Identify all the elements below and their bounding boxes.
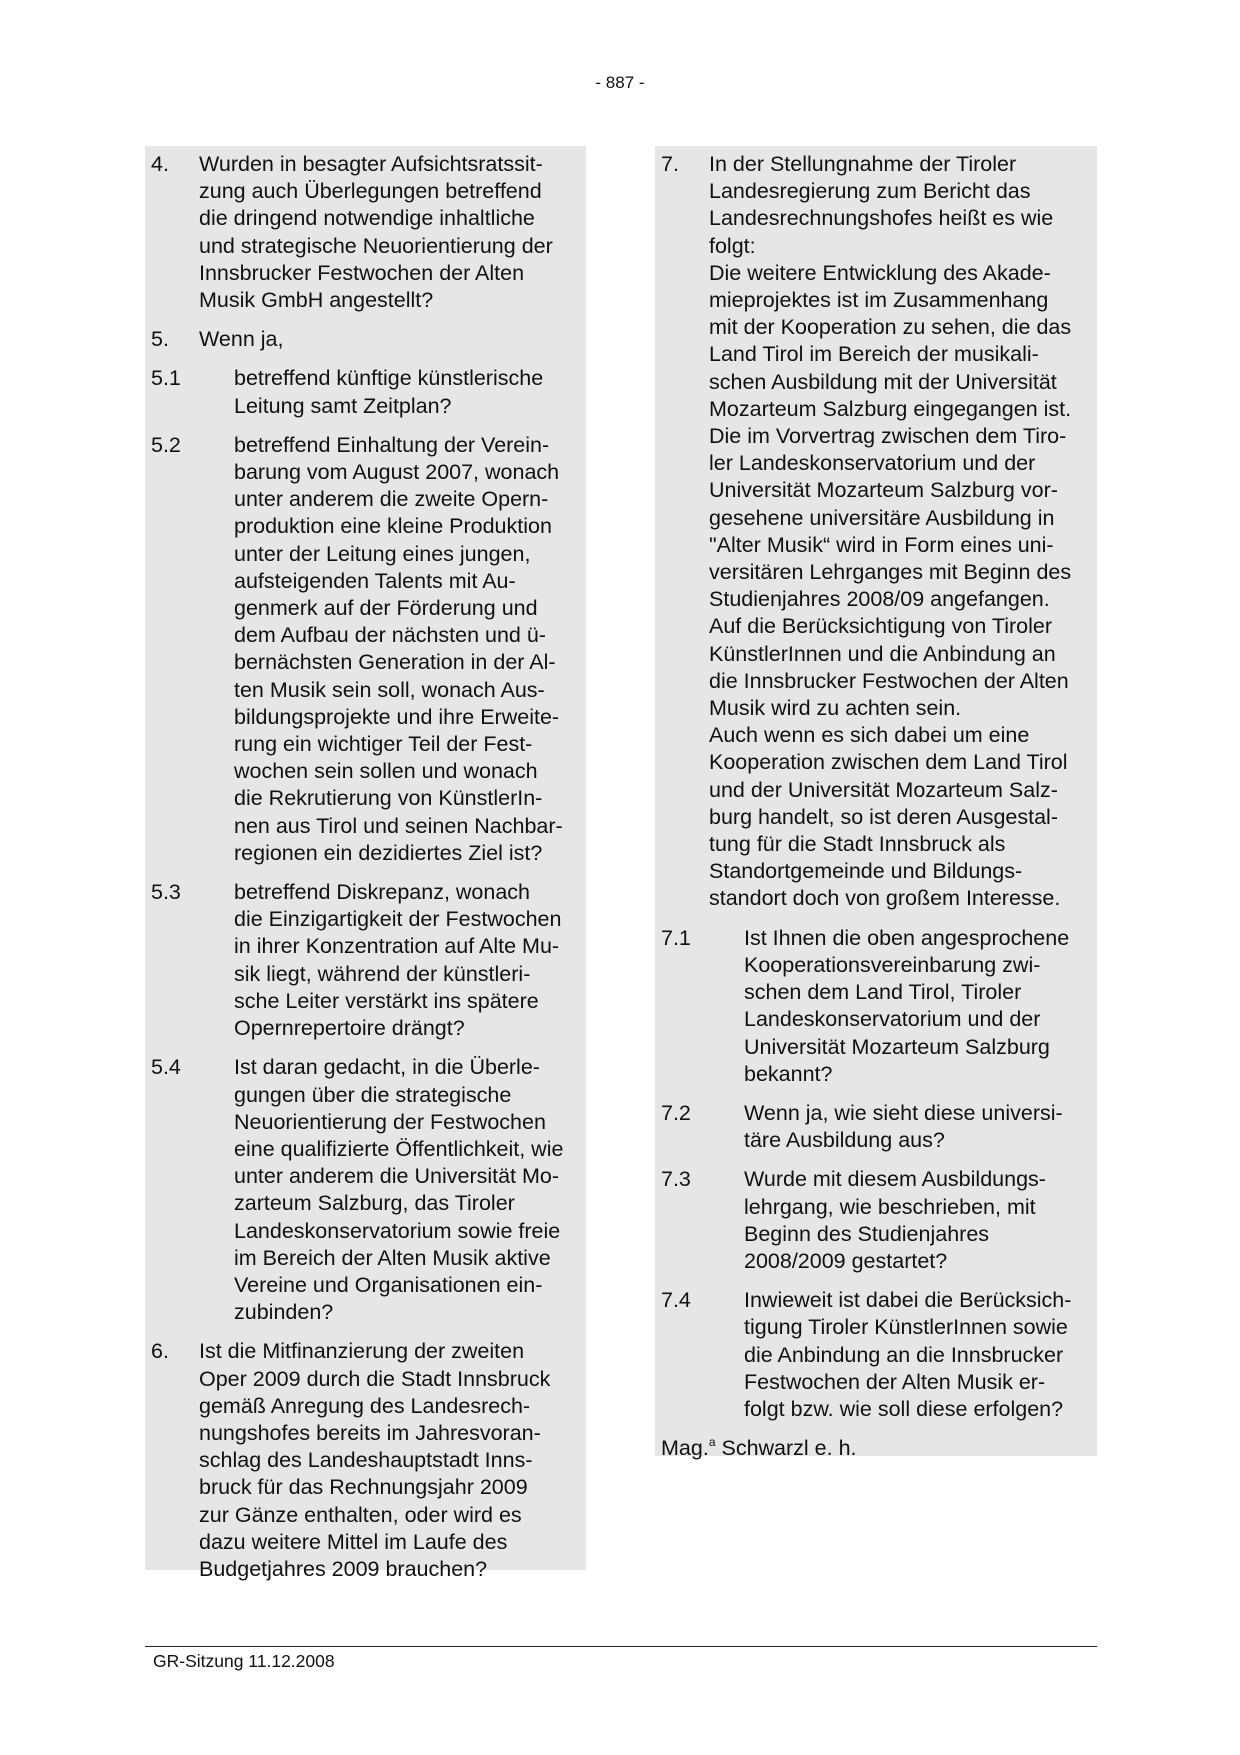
text-line: wochen sein sollen und wonach (234, 759, 538, 784)
right-column (655, 146, 1097, 1461)
text-line: Inwieweit ist dabei die Berücksich- (744, 1288, 1072, 1313)
text-line: Leitung samt Zeitplan? (234, 393, 452, 418)
text-line: Landeskonservatorium und der (744, 1007, 1041, 1032)
text-line: gesehene universitäre Ausbildung in (709, 505, 1055, 530)
text-line: folgt: (709, 233, 756, 258)
text-line: Budgetjahres 2009 brauchen? (199, 1556, 488, 1581)
question-text (709, 151, 1093, 913)
question-item (661, 1166, 1093, 1275)
text-line: eine qualifizierte Öffentlichkeit, wie (234, 1136, 564, 1161)
text-line: In der Stellungnahme der Tiroler (709, 152, 1017, 176)
text-line: in ihrer Konzentration auf Alte Mu- (234, 934, 560, 959)
question-number: 5.4 (151, 1055, 181, 1080)
signature-name: Schwarzl e. h. (715, 1436, 857, 1461)
text-line: Innsbrucker Festwochen der Alten (199, 260, 525, 285)
question-number: 6. (151, 1339, 169, 1364)
text-line: betreffend Einhaltung der Verein- (234, 432, 550, 457)
question-text (744, 1287, 1093, 1423)
text-line: rung ein wichtiger Teil der Fest- (234, 732, 533, 757)
signature-prefix: Mag. (661, 1436, 709, 1461)
text-line: "Alter Musik“ wird in Form eines uni- (709, 532, 1054, 557)
question-number: 5.3 (151, 880, 181, 905)
question-number: 7.4 (661, 1288, 691, 1313)
question-text (744, 1100, 1093, 1154)
text-line: sche Leiter verstärkt ins spätere (234, 988, 539, 1013)
text-line: schlag des Landeshauptstadt Inns- (199, 1448, 533, 1473)
text-line: Wurde mit diesem Ausbildungs- (744, 1167, 1046, 1192)
signature-superscript: a (708, 1435, 716, 1450)
text-line: gemäß Anregung des Landesrech- (199, 1393, 531, 1418)
text-line: Mozarteum Salzburg eingegangen ist. (709, 396, 1072, 421)
text-line: Beginn des Studienjahres (744, 1221, 990, 1246)
text-line: produktion eine kleine Produktion (234, 514, 552, 539)
question-item (661, 925, 1093, 1088)
text-line: Musik wird zu achten sein. (709, 696, 962, 721)
text-line: Standortgemeinde und Bildungs- (709, 859, 1023, 884)
text-line: und strategische Neuorientierung der (199, 233, 553, 258)
text-line: Festwochen der Alten Musik er- (744, 1369, 1046, 1394)
text-line: unter anderem die Universität Mo- (234, 1164, 560, 1189)
text-line: schen Ausbildung mit der Universität (709, 369, 1057, 394)
text-line: Landesregierung zum Bericht das (709, 179, 1031, 204)
signature (661, 1435, 1093, 1462)
question-number: 4. (151, 152, 169, 176)
text-line: nen aus Tirol und seinen Nachbar- (234, 813, 563, 838)
text-line: Wurden in besagter Aufsichtsratssit- (199, 152, 543, 176)
text-line: burg handelt, so ist deren Ausgestal- (709, 804, 1058, 829)
question-text (744, 925, 1093, 1088)
text-line: sik liegt, während der künstleri- (234, 961, 531, 986)
text-line: die dringend notwendige inhaltliche (199, 206, 535, 231)
question-item (661, 1287, 1093, 1423)
question-number: 7.3 (661, 1167, 691, 1192)
right-column-entries (661, 151, 1093, 1423)
text-line: genmerk auf der Förderung und (234, 596, 538, 621)
left-column (145, 146, 586, 1581)
text-line: Kooperationsvereinbarung zwi- (744, 952, 1041, 977)
question-number: 5.2 (151, 432, 181, 457)
question-number: 5. (151, 327, 169, 352)
text-line: bruck für das Rechnungsjahr 2009 (199, 1475, 528, 1500)
text-line: nungshofes bereits im Jahresvoran- (199, 1420, 541, 1445)
question-number: 7. (661, 152, 679, 176)
text-line: Ist daran gedacht, in die Überle- (234, 1055, 540, 1080)
text-line: barung vom August 2007, wonach (234, 460, 560, 485)
question-text (199, 151, 582, 314)
text-line: dem Aufbau der nächsten und ü- (234, 623, 546, 648)
text-line: zur Gänze enthalten, oder wird es (199, 1502, 522, 1527)
text-line: standort doch von großem Interesse. (709, 886, 1061, 911)
question-text (234, 1054, 582, 1326)
question-item (151, 151, 582, 314)
text-line: dazu weitere Mittel im Laufe des (199, 1529, 508, 1554)
text-line: zung auch Überlegungen betreffend (199, 179, 542, 204)
text-line: ten Musik sein soll, wonach Aus- (234, 677, 545, 702)
text-line: täre Ausbildung aus? (744, 1128, 945, 1153)
text-line: Ist Ihnen die oben angesprochene (744, 925, 1070, 950)
question-text (234, 879, 582, 1042)
text-line: die Innsbrucker Festwochen der Alten (709, 668, 1069, 693)
footer-rule (145, 1646, 1097, 1647)
text-line: unter der Leitung eines jungen, (234, 541, 531, 566)
text-line: die Rekrutierung von KünstlerIn- (234, 786, 543, 811)
text-line: 2008/2009 gestartet? (744, 1248, 948, 1273)
text-line: und der Universität Mozarteum Salz- (709, 777, 1058, 802)
text-line: Neuorientierung der Festwochen (234, 1109, 546, 1134)
question-text (199, 326, 582, 353)
text-line: Kooperation zwischen dem Land Tirol (709, 750, 1068, 775)
text-line: betreffend Diskrepanz, wonach (234, 880, 531, 905)
footer-text: GR-Sitzung 11.12.2008 (153, 1651, 335, 1671)
text-line: regionen ein dezidiertes Ziel ist? (234, 840, 543, 865)
text-line: Landeskonservatorium sowie freie (234, 1218, 561, 1243)
question-number: 5.1 (151, 366, 181, 391)
text-line: Vereine und Organisationen ein- (234, 1272, 543, 1297)
text-line: unter anderem die zweite Opern- (234, 487, 549, 512)
text-line: Oper 2009 durch die Stadt Innsbruck (199, 1366, 551, 1391)
text-line: im Bereich der Alten Musik aktive (234, 1245, 551, 1270)
text-line: versitären Lehrganges mit Beginn des (709, 560, 1072, 585)
text-line: zubinden? (234, 1300, 334, 1325)
question-item (151, 1054, 582, 1326)
text-line: zarteum Salzburg, das Tiroler (234, 1191, 515, 1216)
text-line: aufsteigenden Talents mit Au- (234, 568, 516, 593)
text-line: Universität Mozarteum Salzburg vor- (709, 478, 1058, 503)
text-line: die Einzigartigkeit der Festwochen (234, 907, 562, 932)
text-line: gungen über die strategische (234, 1082, 512, 1107)
text-line: mit der Kooperation zu sehen, die das (709, 315, 1072, 340)
question-item (151, 879, 582, 1042)
question-item (661, 151, 1093, 913)
text-line: tigung Tiroler KünstlerInnen sowie (744, 1315, 1068, 1340)
text-line: ler Landeskonservatorium und der (709, 451, 1036, 476)
question-text (199, 1338, 582, 1583)
question-text (744, 1166, 1093, 1275)
text-line: Musik GmbH angestellt? (199, 288, 434, 313)
text-line: bekannt? (744, 1061, 833, 1086)
text-line: Die weitere Entwicklung des Akade- (709, 260, 1051, 285)
question-text (234, 432, 582, 867)
text-line: Opernrepertoire drängt? (234, 1016, 465, 1041)
text-line: Universität Mozarteum Salzburg (744, 1034, 1050, 1059)
question-number: 7.2 (661, 1100, 691, 1125)
question-item (151, 1338, 582, 1583)
text-line: mieprojektes ist im Zusammenhang (709, 288, 1049, 313)
question-item (151, 432, 582, 867)
question-item (661, 1100, 1093, 1154)
text-line: bildungsprojekte und ihre Erweite- (234, 704, 560, 729)
text-line: betreffend künftige künstlerische (234, 366, 544, 391)
text-line: schen dem Land Tirol, Tiroler (744, 980, 1022, 1005)
page-number: - 887 - (595, 73, 645, 92)
question-item (151, 365, 582, 419)
text-line: folgt bzw. wie soll diese erfolgen? (744, 1396, 1064, 1421)
text-line: Wenn ja, wie sieht diese universi- (744, 1100, 1063, 1125)
text-line: Auch wenn es sich dabei um eine (709, 723, 1030, 748)
text-line: Ist die Mitfinanzierung der zweiten (199, 1339, 525, 1364)
text-line: lehrgang, wie beschrieben, mit (744, 1194, 1036, 1219)
text-line: KünstlerInnen und die Anbindung an (709, 641, 1056, 666)
text-line: Landesrechnungshofes heißt es wie (709, 206, 1054, 231)
text-line: Wenn ja, (199, 327, 284, 352)
question-text (234, 365, 582, 419)
text-line: Land Tirol im Bereich der musikali- (709, 342, 1039, 367)
text-line: tung für die Stadt Innsbruck als (709, 832, 1006, 857)
text-line: Auf die Berücksichtigung von Tiroler (709, 614, 1052, 639)
text-line: Studienjahres 2008/09 angefangen. (709, 587, 1050, 612)
question-item (151, 326, 582, 353)
question-number: 7.1 (661, 925, 691, 950)
text-line: die Anbindung an die Innsbrucker (744, 1342, 1064, 1367)
text-line: Die im Vorvertrag zwischen dem Tiro- (709, 424, 1067, 449)
text-line: bernächsten Generation in der Al- (234, 650, 556, 675)
